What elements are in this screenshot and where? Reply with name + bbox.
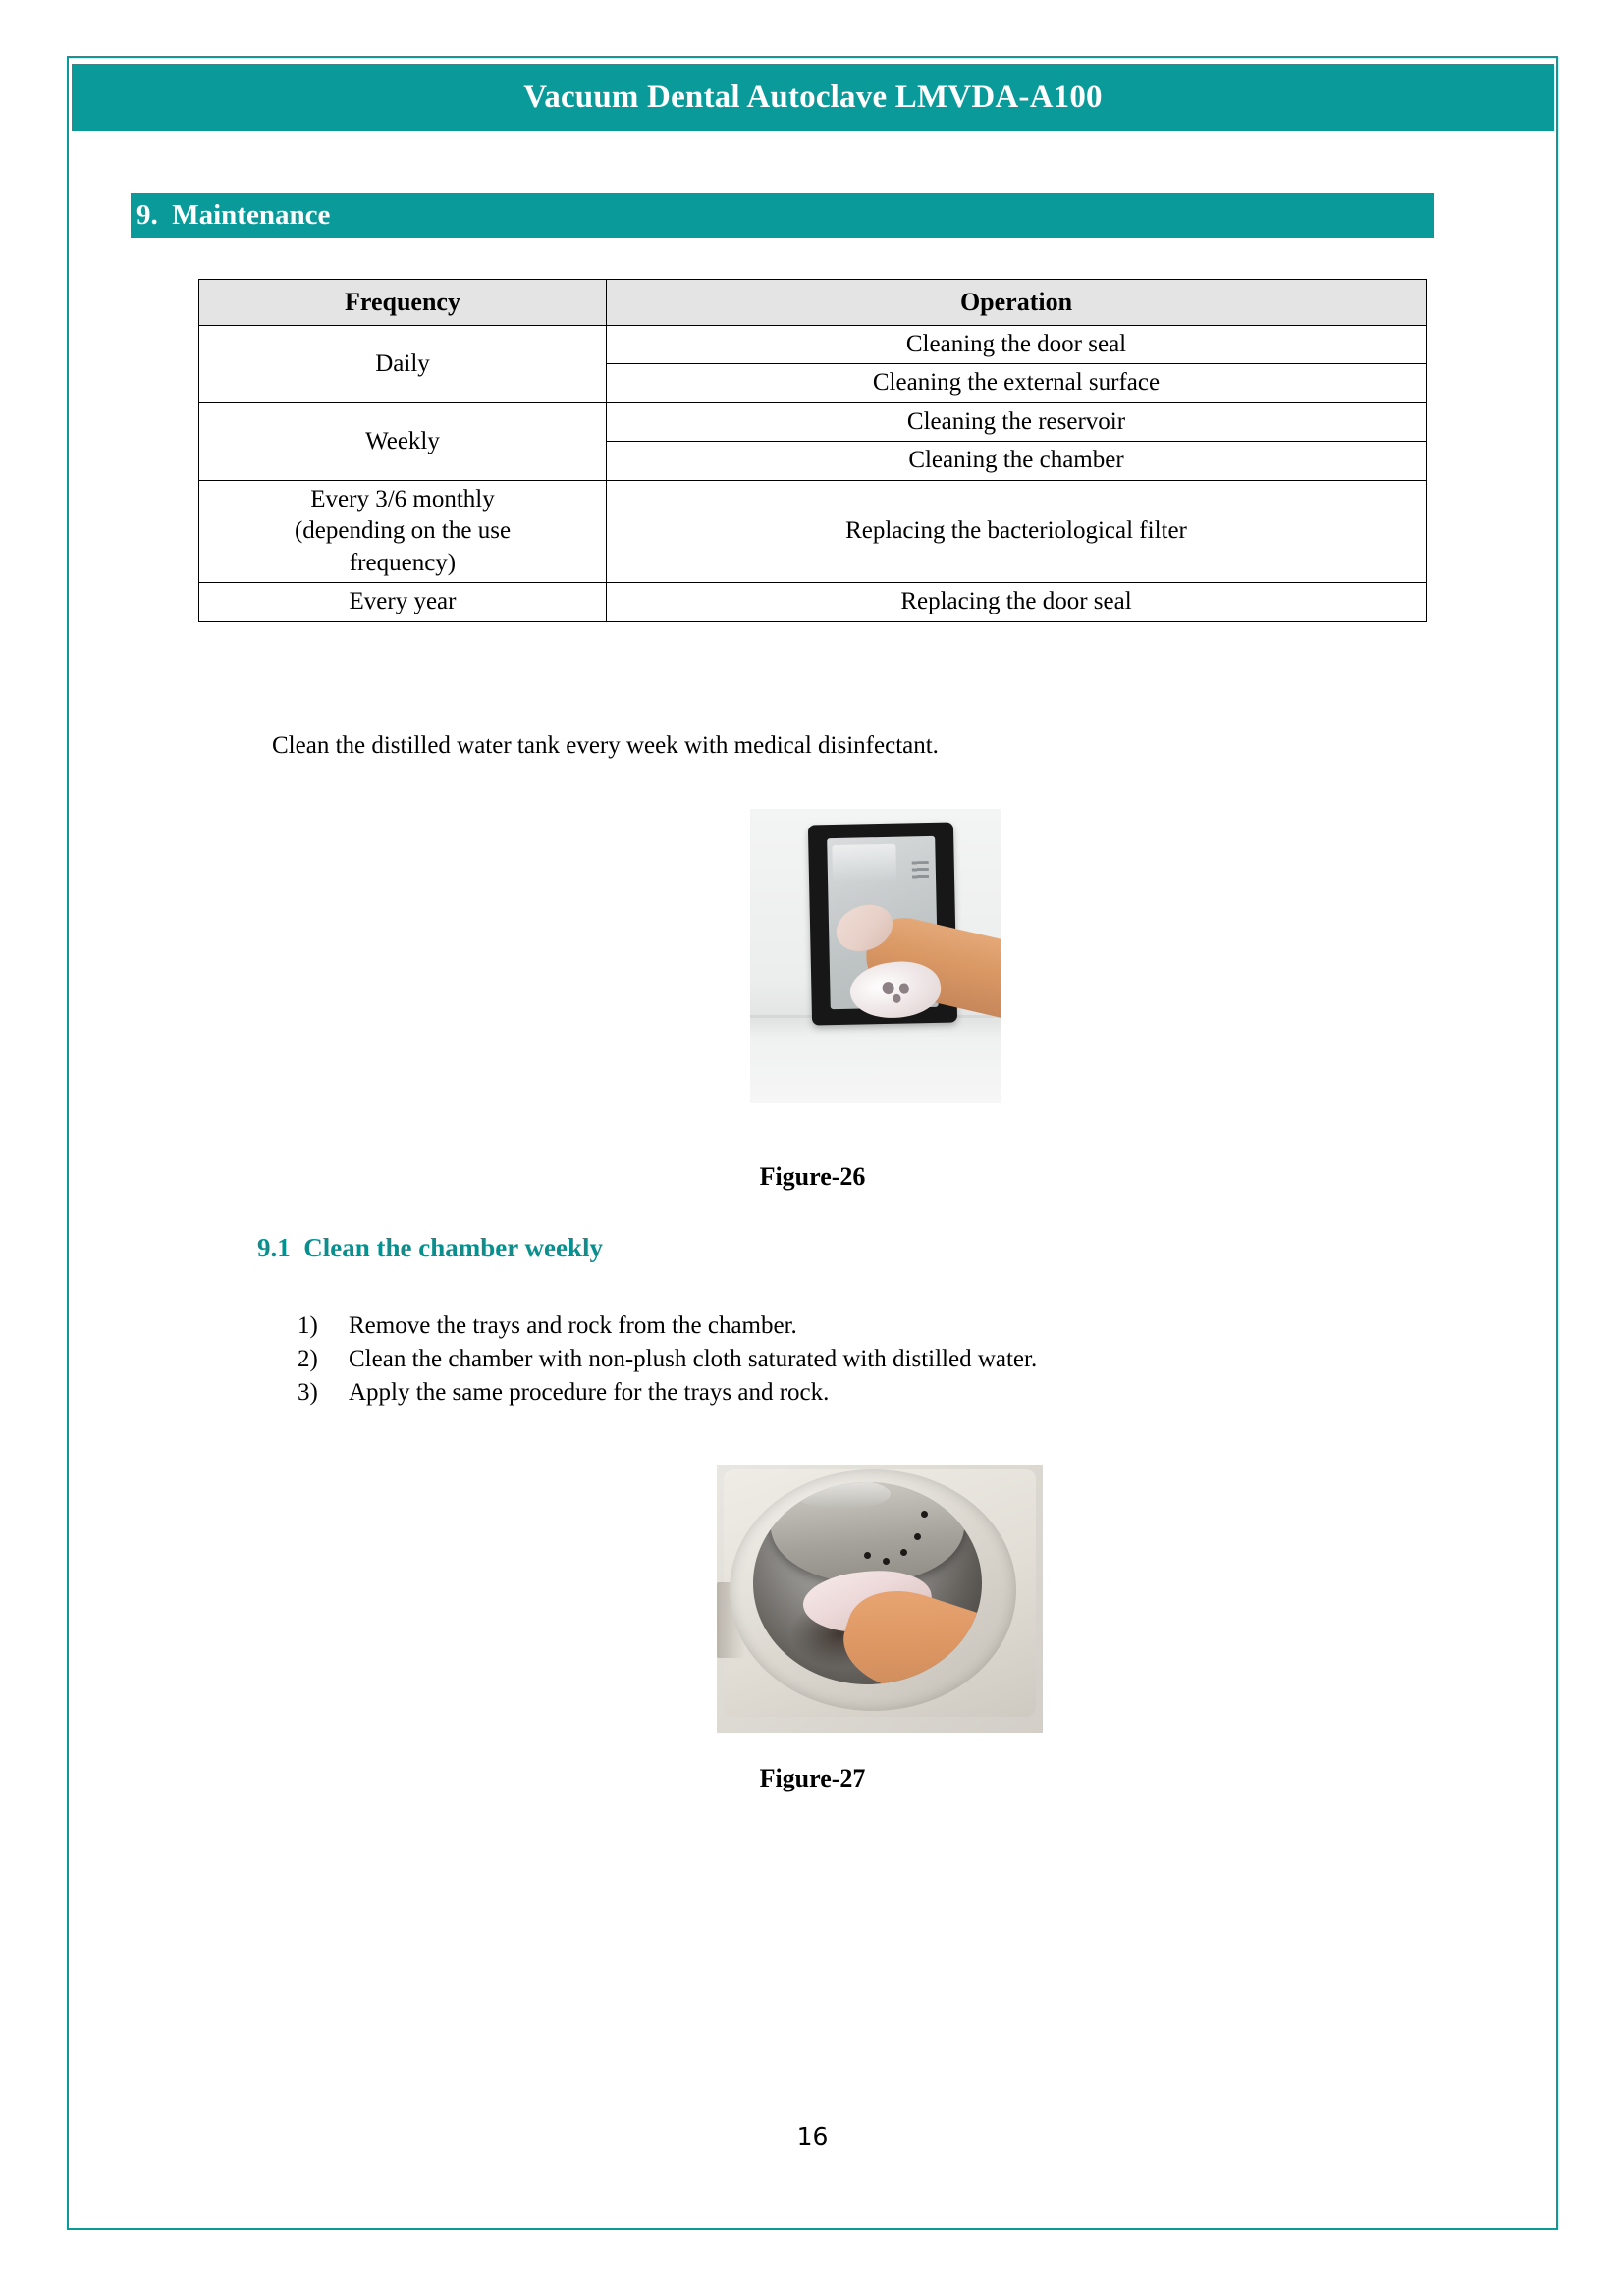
list-item-text: Remove the trays and rock from the chamber. bbox=[349, 1312, 797, 1339]
cell-frequency-line: frequency) bbox=[349, 549, 457, 576]
page-number: 16 bbox=[796, 2122, 829, 2151]
figure-26-image bbox=[750, 809, 1001, 1103]
cell-frequency: Weekly bbox=[199, 402, 607, 480]
chamber-opening-ring bbox=[730, 1469, 1016, 1711]
steps-list bbox=[298, 1309, 1427, 1410]
subsection-heading: 9.1 Clean the chamber weekly bbox=[257, 1233, 603, 1262]
list-item-number: 2) bbox=[298, 1346, 318, 1372]
cell-operation: Replacing the bacteriological filter bbox=[607, 480, 1427, 583]
body-paragraph: Clean the distilled water tank every week with medical disinfectant. bbox=[272, 732, 939, 759]
table-header-row bbox=[199, 280, 1427, 326]
list-item bbox=[298, 1343, 1427, 1376]
list-item bbox=[298, 1309, 1427, 1343]
column-header-operation: Operation bbox=[607, 280, 1427, 326]
list-item-text: Clean the chamber with non-plush cloth saturated with distilled water. bbox=[349, 1346, 1038, 1372]
list-item-number: 3) bbox=[298, 1379, 318, 1406]
cell-operation: Cleaning the external surface bbox=[607, 364, 1427, 403]
cell-operation: Replacing the door seal bbox=[607, 583, 1427, 622]
sterilization-chamber bbox=[753, 1482, 983, 1684]
plate-highlight bbox=[794, 1482, 891, 1509]
cell-operation: Cleaning the reservoir bbox=[607, 402, 1427, 442]
section-heading-text: 9. Maintenance bbox=[136, 199, 331, 231]
list-item bbox=[298, 1376, 1427, 1410]
document-page bbox=[67, 56, 1558, 2230]
document-title: Vacuum Dental Autoclave LMVDA-A100 bbox=[523, 79, 1103, 115]
plate-hole bbox=[883, 1558, 890, 1565]
perforated-tray-plate bbox=[771, 1482, 963, 1583]
table-row bbox=[199, 325, 1427, 364]
chamber-rods bbox=[911, 861, 929, 881]
plate-hole bbox=[914, 1533, 921, 1540]
cell-frequency: Every year bbox=[199, 583, 607, 622]
maintenance-table bbox=[198, 279, 1427, 622]
figure-26-caption: Figure-26 bbox=[759, 1162, 866, 1191]
page-content bbox=[69, 58, 1556, 2228]
table-row bbox=[199, 402, 1427, 442]
cell-operation: Cleaning the door seal bbox=[607, 325, 1427, 364]
table-row bbox=[199, 480, 1427, 583]
cell-frequency bbox=[199, 480, 607, 583]
figure-27-image bbox=[717, 1465, 1043, 1733]
figure-27-photo bbox=[717, 1465, 1043, 1733]
plate-hole bbox=[900, 1549, 907, 1556]
figure-27-caption: Figure-27 bbox=[759, 1764, 866, 1792]
cell-frequency-line: Every 3/6 monthly bbox=[310, 485, 495, 512]
list-item-number: 1) bbox=[298, 1312, 318, 1339]
list-item-text: Apply the same procedure for the trays and rock. bbox=[349, 1379, 830, 1406]
glass-highlight bbox=[832, 844, 896, 883]
figure-26-photo bbox=[750, 809, 1001, 1103]
plate-hole bbox=[864, 1552, 871, 1559]
cell-operation: Cleaning the chamber bbox=[607, 442, 1427, 481]
table-row bbox=[199, 583, 1427, 622]
cell-frequency: Daily bbox=[199, 325, 607, 402]
column-header-frequency: Frequency bbox=[199, 280, 607, 326]
section-heading-bar bbox=[131, 193, 1434, 238]
plate-hole bbox=[921, 1511, 928, 1518]
cell-frequency-line: (depending on the use bbox=[294, 517, 512, 545]
